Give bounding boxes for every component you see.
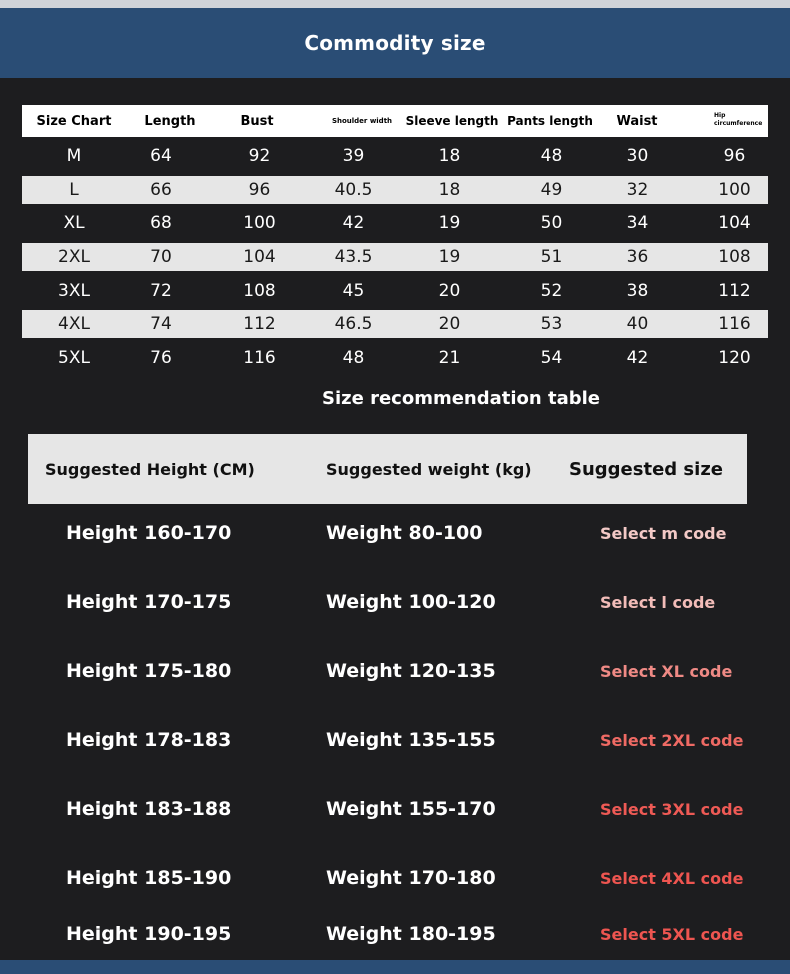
recommendation-title: Size recommendation table (321, 388, 600, 409)
size-row-2xl (22, 243, 768, 271)
height-range: Height 170-175 (66, 591, 232, 613)
weight-range: Weight 155-170 (326, 798, 496, 820)
weight-range: Weight 170-180 (326, 867, 496, 889)
size-label: 2XL (58, 247, 90, 267)
weight-range: Weight 135-155 (326, 729, 496, 751)
size-row-m (22, 142, 768, 170)
waist-value: 42 (626, 348, 649, 368)
size-row-4xl (22, 310, 768, 338)
recommendation-row (0, 513, 790, 553)
shoulder-value: 48 (342, 348, 365, 368)
sleeve-value: 20 (438, 281, 461, 301)
col-sleeve-length: Sleeve length (405, 114, 499, 128)
waist-value: 40 (626, 314, 649, 334)
col-hip-circumference: Hip circumference (714, 112, 763, 127)
sleeve-value: 19 (438, 213, 461, 233)
shoulder-value: 42 (342, 213, 365, 233)
bottom-strip (0, 960, 790, 974)
col-size-chart: Size Chart (36, 113, 112, 129)
shoulder-value: 43.5 (334, 247, 373, 267)
col-suggested-size: Suggested size (569, 458, 724, 480)
height-range: Height 190-195 (66, 923, 232, 945)
bust-value: 96 (248, 180, 271, 200)
size-recommendation: Select 2XL code (600, 730, 744, 750)
pants-value: 50 (540, 213, 563, 233)
weight-range: Weight 80-100 (326, 522, 483, 544)
size-label: 4XL (58, 314, 90, 334)
top-strip (0, 0, 790, 8)
size-row-5xl (22, 344, 768, 372)
bust-value: 108 (243, 281, 276, 301)
weight-range: Weight 180-195 (326, 923, 496, 945)
col-suggested-height: Suggested Height (CM) (45, 459, 255, 479)
size-recommendation: Select 4XL code (600, 868, 744, 888)
col-length: Length (144, 113, 196, 129)
hip-value: 108 (718, 247, 751, 267)
length-value: 68 (150, 213, 172, 233)
pants-value: 52 (540, 281, 563, 301)
recommendation-row (0, 858, 790, 898)
sleeve-value: 19 (438, 247, 461, 267)
size-recommendation: Select 5XL code (600, 924, 744, 944)
length-value: 72 (150, 281, 172, 301)
size-recommendation: Select l code (600, 592, 716, 612)
bust-value: 112 (243, 314, 276, 334)
length-value: 64 (150, 146, 172, 166)
length-value: 66 (150, 180, 172, 200)
hip-value: 120 (718, 348, 751, 368)
col-shoulder-width: Shoulder width (331, 117, 393, 125)
hip-value: 116 (718, 314, 751, 334)
height-range: Height 183-188 (66, 798, 232, 820)
recommendation-row (0, 582, 790, 622)
recommendation-row (0, 914, 790, 954)
height-range: Height 185-190 (66, 867, 232, 889)
pants-value: 54 (540, 348, 563, 368)
waist-value: 30 (626, 146, 649, 166)
height-range: Height 175-180 (66, 660, 232, 682)
weight-range: Weight 120-135 (326, 660, 496, 682)
col-pants-length: Pants length (507, 114, 593, 128)
recommendation-row (0, 651, 790, 691)
size-label: M (66, 146, 82, 166)
weight-range: Weight 100-120 (326, 591, 496, 613)
size-recommendation: Select 3XL code (600, 799, 744, 819)
sleeve-value: 18 (438, 180, 461, 200)
pants-value: 48 (540, 146, 563, 166)
shoulder-value: 45 (342, 281, 365, 301)
hip-value: 96 (723, 146, 746, 166)
recommendation-row (0, 720, 790, 760)
bust-value: 116 (243, 348, 276, 368)
recommendation-row (0, 789, 790, 829)
hip-value: 112 (718, 281, 751, 301)
bust-value: 100 (243, 213, 276, 233)
waist-value: 32 (626, 180, 649, 200)
shoulder-value: 46.5 (334, 314, 373, 334)
shoulder-value: 40.5 (334, 180, 373, 200)
waist-value: 34 (626, 213, 649, 233)
size-row-l (22, 176, 768, 204)
length-value: 74 (150, 314, 172, 334)
length-value: 76 (150, 348, 172, 368)
col-suggested-weight: Suggested weight (kg) (326, 459, 532, 479)
col-bust: Bust (240, 113, 274, 129)
recommendation-header (28, 434, 747, 504)
sleeve-value: 21 (438, 348, 461, 368)
pants-value: 53 (540, 314, 563, 334)
bust-value: 104 (243, 247, 276, 267)
size-recommendation: Select XL code (600, 661, 733, 681)
pants-value: 49 (540, 180, 563, 200)
waist-value: 38 (626, 281, 649, 301)
hip-value: 100 (718, 180, 751, 200)
col-waist: Waist (616, 113, 658, 129)
page-header (0, 8, 790, 78)
sleeve-value: 18 (438, 146, 461, 166)
size-label: 3XL (58, 281, 90, 301)
sleeve-value: 20 (438, 314, 461, 334)
pants-value: 51 (540, 247, 563, 267)
page-title: Commodity size (304, 31, 486, 55)
size-row-xl (22, 209, 768, 237)
hip-value: 104 (718, 213, 751, 233)
size-label: L (69, 180, 79, 200)
bust-value: 92 (248, 146, 271, 166)
size-label: XL (63, 213, 85, 233)
size-label: 5XL (58, 348, 90, 368)
size-recommendation: Select m code (600, 523, 727, 543)
length-value: 70 (150, 247, 172, 267)
size-chart-header (22, 105, 768, 137)
shoulder-value: 39 (342, 146, 365, 166)
height-range: Height 160-170 (66, 522, 232, 544)
size-row-3xl (22, 277, 768, 305)
waist-value: 36 (626, 247, 649, 267)
height-range: Height 178-183 (66, 729, 232, 751)
